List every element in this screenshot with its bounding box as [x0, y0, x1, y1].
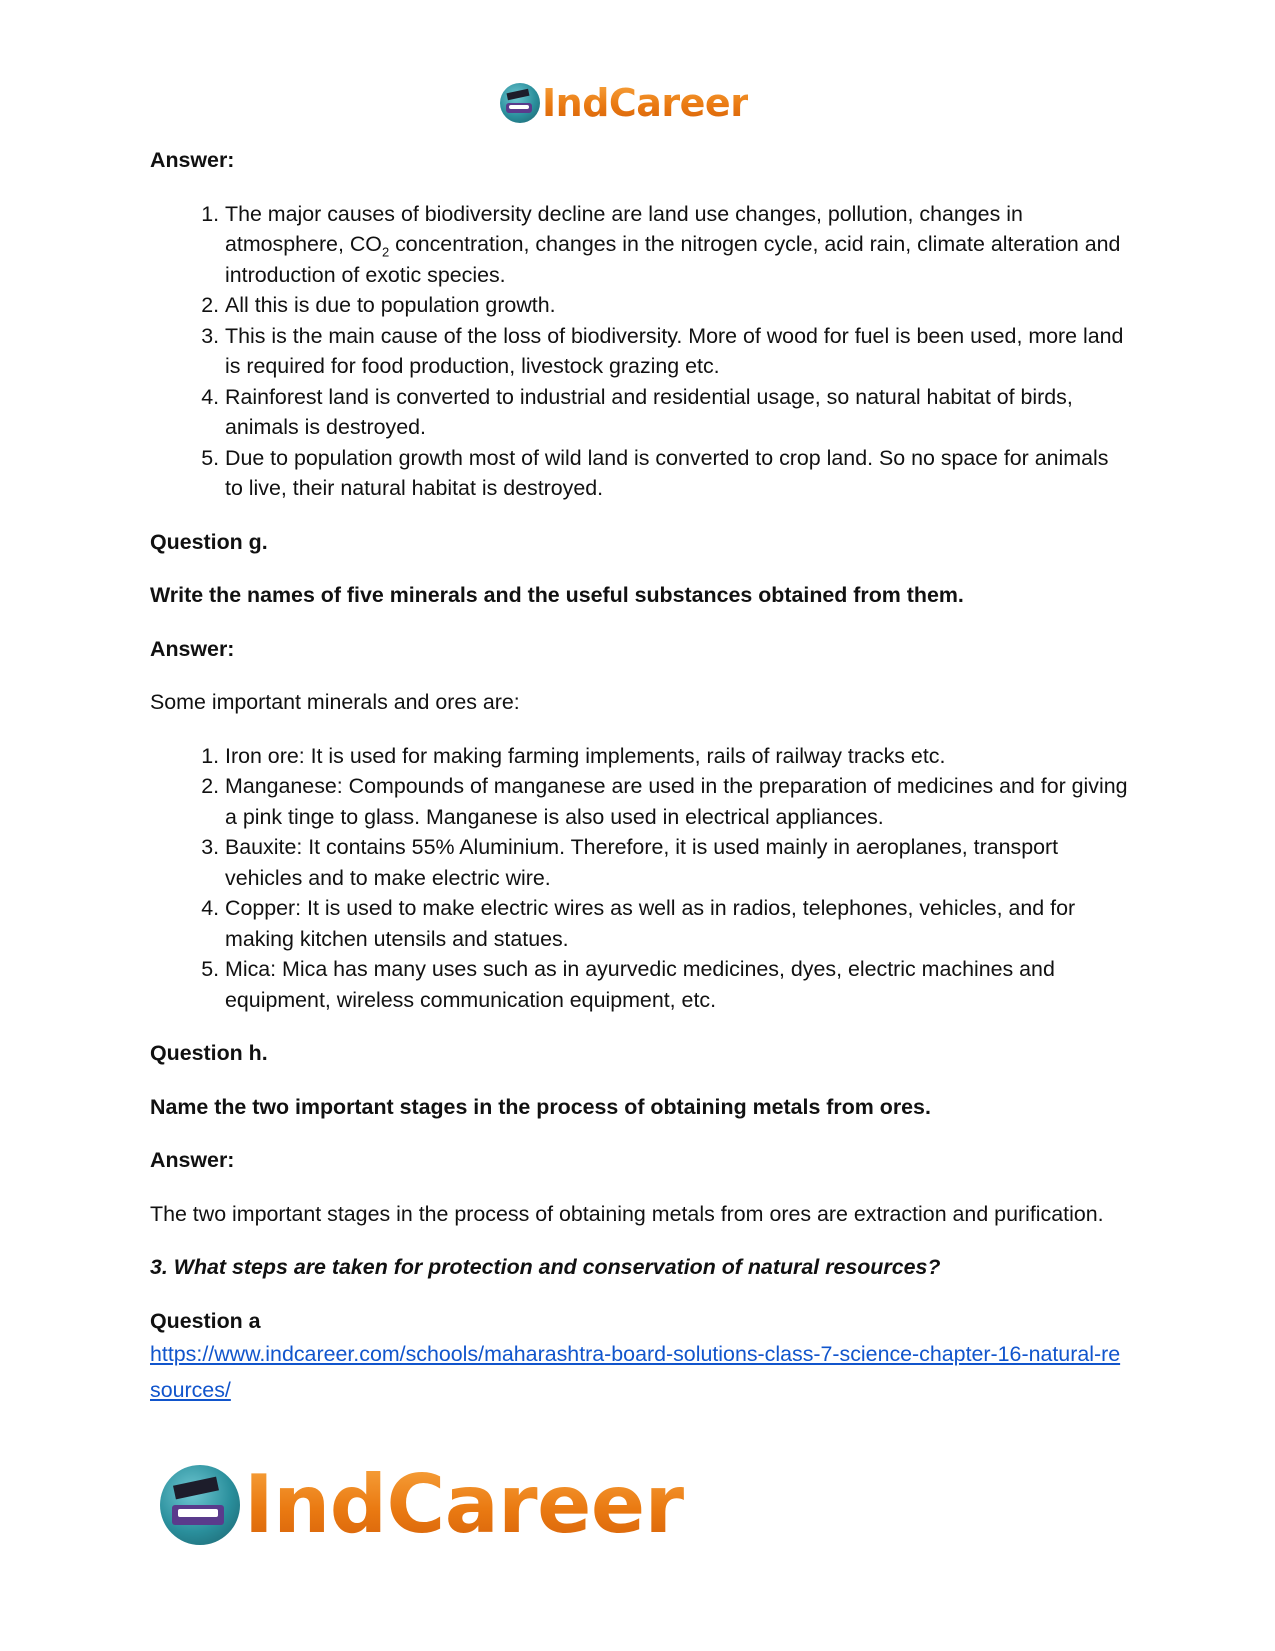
indcareer-emblem-icon: [160, 1465, 240, 1545]
question-text: Write the names of five minerals and the useful substances obtained from them.: [150, 583, 964, 607]
answer-text: The two important stages in the process of obtaining metals from ores are extraction and purification.: [150, 1201, 1104, 1226]
answer-label: Answer:: [150, 148, 235, 172]
section-heading: 3. What steps are taken for protection and conservation of natural resources?: [150, 1255, 941, 1279]
header-logo: [500, 80, 748, 126]
answer-label: Answer:: [150, 636, 235, 661]
answer-list: [150, 199, 1130, 504]
list-item: 5. Due to population growth most of wild land is converted to crop land. So no space for animals to live, their natural habitat is destroyed.: [225, 443, 1130, 504]
list-item: 3. Bauxite: It contains 55% Aluminium. Therefore, it is used mainly in aeroplanes, transport vehicles and to make electric wire.: [225, 832, 1130, 893]
question-label: Question h.: [150, 1041, 268, 1065]
main-content: [150, 145, 1130, 1408]
question-label: Question g.: [150, 529, 268, 554]
footer-logo: [160, 1460, 684, 1550]
question-text: Name the two important stages in the process of obtaining metals from ores.: [150, 1094, 931, 1119]
list-item: 1. The major causes of biodiversity decline are land use changes, pollution, changes in atmosphere, $CO_2$ concentration, changes in the nitrogen cycle, acid rain, climate alteration and introduction of exotic species.: [225, 199, 1130, 291]
list-item: 5. Mica: Mica has many uses such as in ayurvedic medicines, dyes, electric machines and equipment, wireless communication equipment, etc.: [225, 954, 1130, 1015]
list-item: 2. Manganese: Compounds of manganese are used in the preparation of medicines and for giving a pink tinge to glass. Manganese is also used in electrical appliances.: [225, 771, 1130, 832]
answer-label: Answer:: [150, 1148, 235, 1172]
list-item: 3. This is the main cause of the loss of biodiversity. More of wood for fuel is been used, more land is required for food production, livestock grazing etc.: [225, 321, 1130, 382]
list-item: 2. All this is due to population growth.: [225, 290, 1130, 321]
indcareer-emblem-icon: [500, 83, 540, 123]
minerals-list: [150, 741, 1130, 1016]
list-item: 1. Iron ore: It is used for making farming implements, rails of railway tracks etc.: [225, 741, 1130, 772]
answer-intro: Some important minerals and ores are:: [150, 690, 520, 714]
question-label: Question a: [150, 1308, 261, 1333]
brand-name: IndCareer: [542, 81, 749, 125]
brand-name: IndCareer: [244, 1458, 684, 1551]
list-item: 4. Rainforest land is converted to industrial and residential usage, so natural habitat of birds, animals is destroyed.: [225, 382, 1130, 443]
source-link[interactable]: https://www.indcareer.com/schools/maharashtra-board-solutions-class-7-science-chapter-16-natural-resources/: [150, 1342, 1121, 1402]
list-item: 4. Copper: It is used to make electric wires as well as in radios, telephones, vehicles, and for making kitchen utensils and statues.: [225, 893, 1130, 954]
